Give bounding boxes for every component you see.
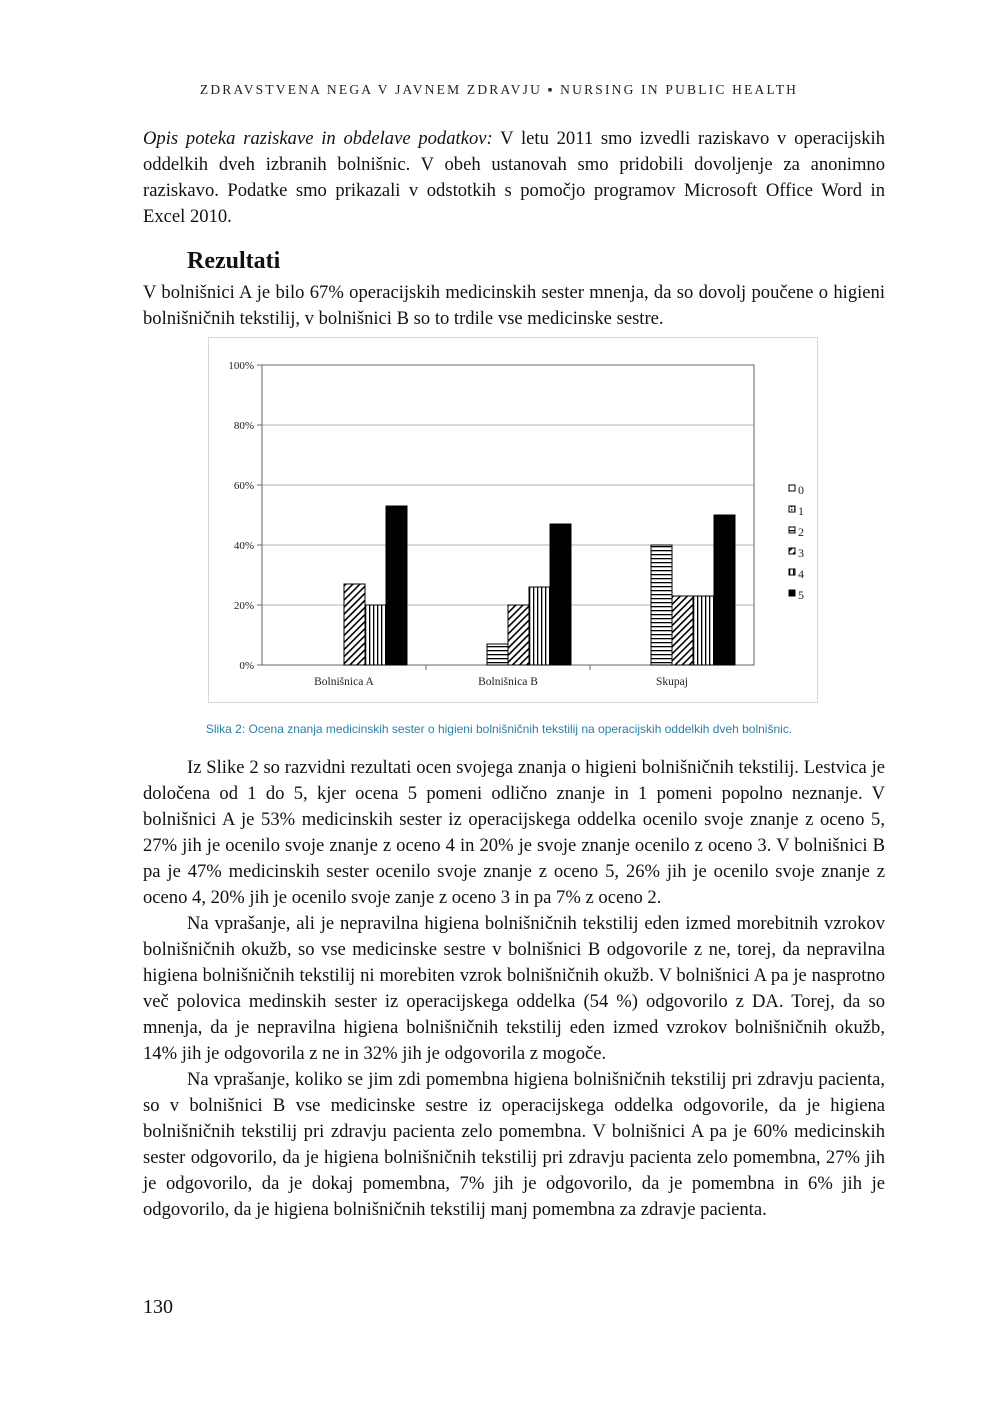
y-tick-label: 0%: [239, 660, 254, 672]
x-tick-label: Bolnišnica A: [314, 676, 374, 688]
intro-text: V letu 2011 smo izvedli raziskavo v operacijskih oddelkih dveh izbranih bolnišnic. V obeh ustanovah smo pridobili dovoljenje za anonimno raziskavo. Podatke smo prikazali v odstotkih s pomočjo programov Microsoft Office Word in Excel 2010.: [143, 128, 885, 227]
bar-3: [344, 584, 365, 665]
y-tick-label: 100%: [228, 360, 254, 372]
bar-5: [386, 506, 407, 665]
bar-4: [365, 605, 386, 665]
x-tick-label: Skupaj: [656, 676, 688, 688]
intro-paragraph: [143, 126, 885, 230]
bar-3: [672, 596, 693, 665]
legend-swatch-5: [789, 590, 795, 596]
bar-2: [487, 644, 508, 665]
x-tick-label: Bolnišnica B: [478, 676, 538, 688]
running-head: ZDRAVSTVENA NEGA V JAVNEM ZDRAVJU ▪ NURSING IN PUBLIC HEALTH: [199, 82, 799, 97]
y-tick-label: 20%: [233, 600, 254, 612]
y-tick-label: 80%: [233, 420, 254, 432]
legend-swatch-1: [789, 506, 795, 512]
bar-4: [529, 587, 550, 665]
legend: [789, 483, 804, 602]
figure-caption: Slika 2: Ocena znanja medicinskih sester o higieni bolnišničnih tekstilij na operacijskih oddelkih dveh bolnišnic.: [205, 722, 793, 736]
legend-label-3: 3: [798, 546, 804, 560]
legend-swatch-2: [789, 527, 795, 533]
paragraph-2: Na vprašanje, ali je nepravilna higiena bolnišničnih tekstilij eden izmed morebitnih vzrokov bolnišničnih okužb, so vse medicinske sestre v bolnišnici B odgovorile z ne, torej, da nepravilna higiena bolnišničnih tekstilij ni morebiten vzrok bolnišničnih okužb. V bolnišnici A pa je nasprotno več polovica medinskih sester iz operacijskega oddelka (54 %) odgovorilo z DA. Torej, da so mnenja, da je nepravilna higiena bolnišničnih tekstilij eden izmed vzrokov bolnišničnih okužb, 14% jih je odgovorila z ne in 32% jih je odgovorila z mogoče.: [143, 913, 885, 1064]
bar-3: [508, 605, 529, 665]
body-text: [143, 755, 885, 1223]
results-intro: [143, 280, 885, 332]
paragraph-1: Iz Slike 2 so razvidni rezultati ocen svojega znanja o higieni bolnišničnih tekstilij. Lestvica je določena od 1 do 5, kjer ocena 5 pomeni odlično znanje in 1 pomeni popolno neznanje. V bolnišnici A je 53% medicinskih sester iz operacijskega oddelka ocenilo svoje znanje z oceno 5, 27% jih je ocenilo svoje znanje z oceno 4 in 20% je svoje znanje ocenilo z oceno 3. V bolnišnici B pa je 47% medicinskih sester ocenilo svoje znanje z oceno 5, 26% jih je ocenilo svoje znanje z oceno 4, 20% jih je ocenilo svoje zanje z oceno 3 in pa 7% z oceno 2.: [143, 757, 885, 908]
legend-label-5: 5: [798, 588, 804, 602]
bar-4: [693, 596, 714, 665]
bar-chart: [209, 338, 817, 702]
y-tick-label: 40%: [233, 540, 254, 552]
intro-label: Opis poteka raziskave in obdelave podatkov:: [143, 128, 493, 149]
legend-swatch-3: [789, 548, 795, 554]
legend-label-1: 1: [798, 504, 804, 518]
bars-layer: [344, 506, 735, 665]
bar-2: [651, 545, 672, 665]
section-heading: Rezultati: [187, 248, 281, 274]
legend-label-0: 0: [798, 483, 804, 497]
legend-swatch-0: [789, 485, 795, 491]
results-intro-text: V bolnišnici A je bilo 67% operacijskih medicinskih sester mnenja, da so dovolj poučene o higieni bolnišničnih tekstilij, v bolnišnici B so to trdile vse medicinske sestre.: [143, 282, 885, 329]
legend-swatch-4: [789, 569, 795, 575]
y-tick-label: 60%: [233, 480, 254, 492]
legend-label-2: 2: [798, 525, 804, 539]
legend-label-4: 4: [798, 567, 804, 581]
labels-layer: [228, 360, 688, 688]
bar-5: [550, 524, 571, 665]
figure-chart: [208, 337, 818, 703]
bar-5: [714, 515, 735, 665]
page-number: 130: [143, 1296, 173, 1318]
paragraph-3: Na vprašanje, koliko se jim zdi pomembna higiena bolnišničnih tekstilij pri zdravju pacienta, so v bolnišnici B vse medicinske sestre iz operacijskega oddelka odgovorile, da je higiena bolnišničnih tekstilij pri zdravju pacienta zelo pomembna. V bolnišnici A pa je 60% medicinskih sester odgovorilo, da je higiena bolnišničnih tekstilij pri zdravju pacienta zelo pomembna, 27% jih je odgovorilo, da je dokaj pomembna, 7% jih je odgovorilo, da je pomembna in 6% jih je odgovorilo, da je higiena bolnišničnih tekstilij manj pomembna za zdravje pacienta.: [143, 1069, 885, 1220]
